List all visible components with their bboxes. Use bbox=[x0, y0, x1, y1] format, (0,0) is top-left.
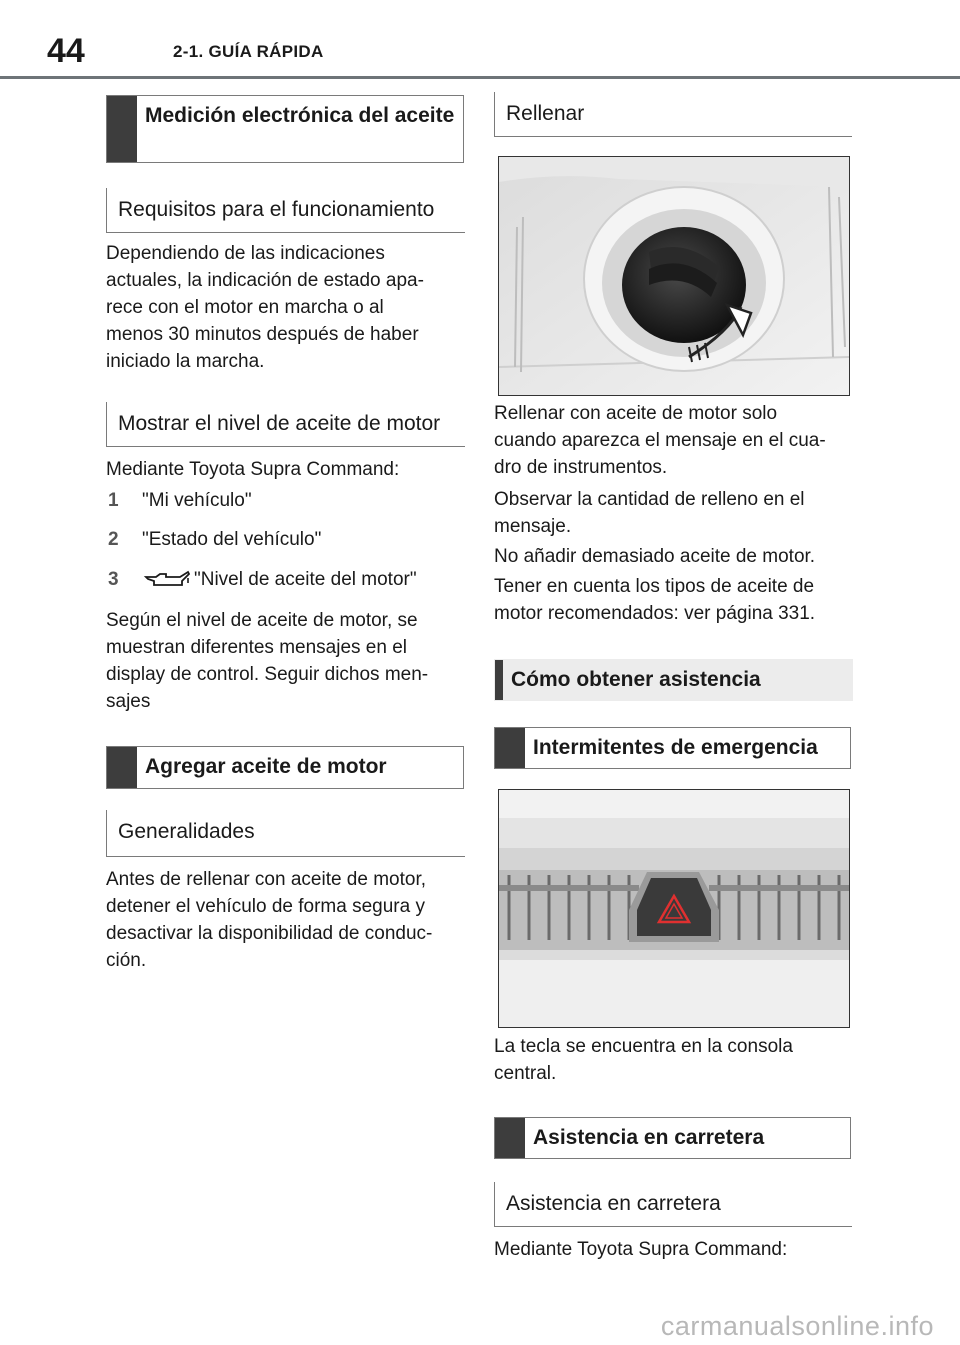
oil-types-text: Tener en cuenta los tipos de aceite de motor recomendados: ver página 331. bbox=[494, 576, 816, 624]
header-rule bbox=[0, 76, 960, 79]
section-oil-measurement bbox=[106, 95, 464, 163]
refill-warning-text: No añadir demasiado aceite de motor. bbox=[494, 546, 816, 567]
step-3: 3 "Nivel de aceite del motor" bbox=[108, 569, 417, 590]
refill-quantity-text: Observar la cantidad de relleno en el mensaje. bbox=[494, 489, 805, 537]
subsection-title: Requisitos para el funcionamiento bbox=[118, 198, 435, 221]
requirements-text: Dependiendo de las indicaciones actuales, la indicación de estado apa- rece con el motor en marcha o al menos 30 minutos después de haber iniciado la marcha. bbox=[106, 243, 424, 372]
hazard-location-text: La tecla se encuentra en la consola central. bbox=[494, 1036, 793, 1084]
hazard-button-image bbox=[498, 789, 850, 1028]
subsection-title: Mostrar el nivel de aceite de motor bbox=[118, 412, 441, 435]
section-title: Medición electrónica del aceite bbox=[145, 104, 455, 127]
subsection-requirements bbox=[106, 188, 465, 233]
general-text: Antes de rellenar con aceite de motor, detener el vehículo de forma segura y desactivar la disponibilidad de conduc- ción. bbox=[106, 869, 433, 971]
subsection-show-oil-level bbox=[106, 402, 465, 447]
refill-text: Rellenar con aceite de motor solo cuando aparezca el mensaje en el cua- dro de instrumentos. bbox=[494, 403, 826, 478]
subsection-refill bbox=[494, 92, 852, 137]
subsection-roadside-assistance bbox=[494, 1182, 852, 1227]
section-title: Cómo obtener asistencia bbox=[511, 668, 761, 691]
subsection-general bbox=[106, 810, 465, 857]
section-hazard-lights bbox=[494, 727, 851, 769]
roadside-intro: Mediante Toyota Supra Command: bbox=[494, 1239, 788, 1260]
subsection-title: Asistencia en carretera bbox=[506, 1192, 721, 1215]
section-roadside-assistance bbox=[494, 1117, 851, 1159]
chapter-title: 2-1. GUÍA RÁPIDA bbox=[173, 42, 324, 61]
oil-level-text: Según el nivel de aceite de motor, se muestran diferentes mensajes en el display de control. Seguir dichos men- sajes bbox=[106, 610, 429, 712]
page-header bbox=[0, 0, 960, 80]
section-title: Agregar aceite de motor bbox=[145, 755, 387, 778]
command-intro: Mediante Toyota Supra Command: bbox=[106, 459, 400, 480]
step-1: 1 "Mi vehículo" bbox=[108, 490, 252, 511]
section-add-oil bbox=[106, 746, 464, 789]
step-2: 2 "Estado del vehículo" bbox=[108, 529, 322, 550]
subsection-title: Generalidades bbox=[118, 820, 255, 843]
section-title: Asistencia en carretera bbox=[533, 1126, 765, 1149]
oil-filler-cap-image bbox=[498, 156, 850, 396]
oil-can-icon bbox=[142, 569, 192, 589]
subsection-title: Rellenar bbox=[506, 102, 585, 125]
watermark: carmanualsonline.info bbox=[660, 1311, 934, 1341]
page-number: 44 bbox=[47, 32, 85, 70]
section-assistance bbox=[494, 659, 853, 701]
section-title: Intermitentes de emergencia bbox=[533, 736, 818, 759]
